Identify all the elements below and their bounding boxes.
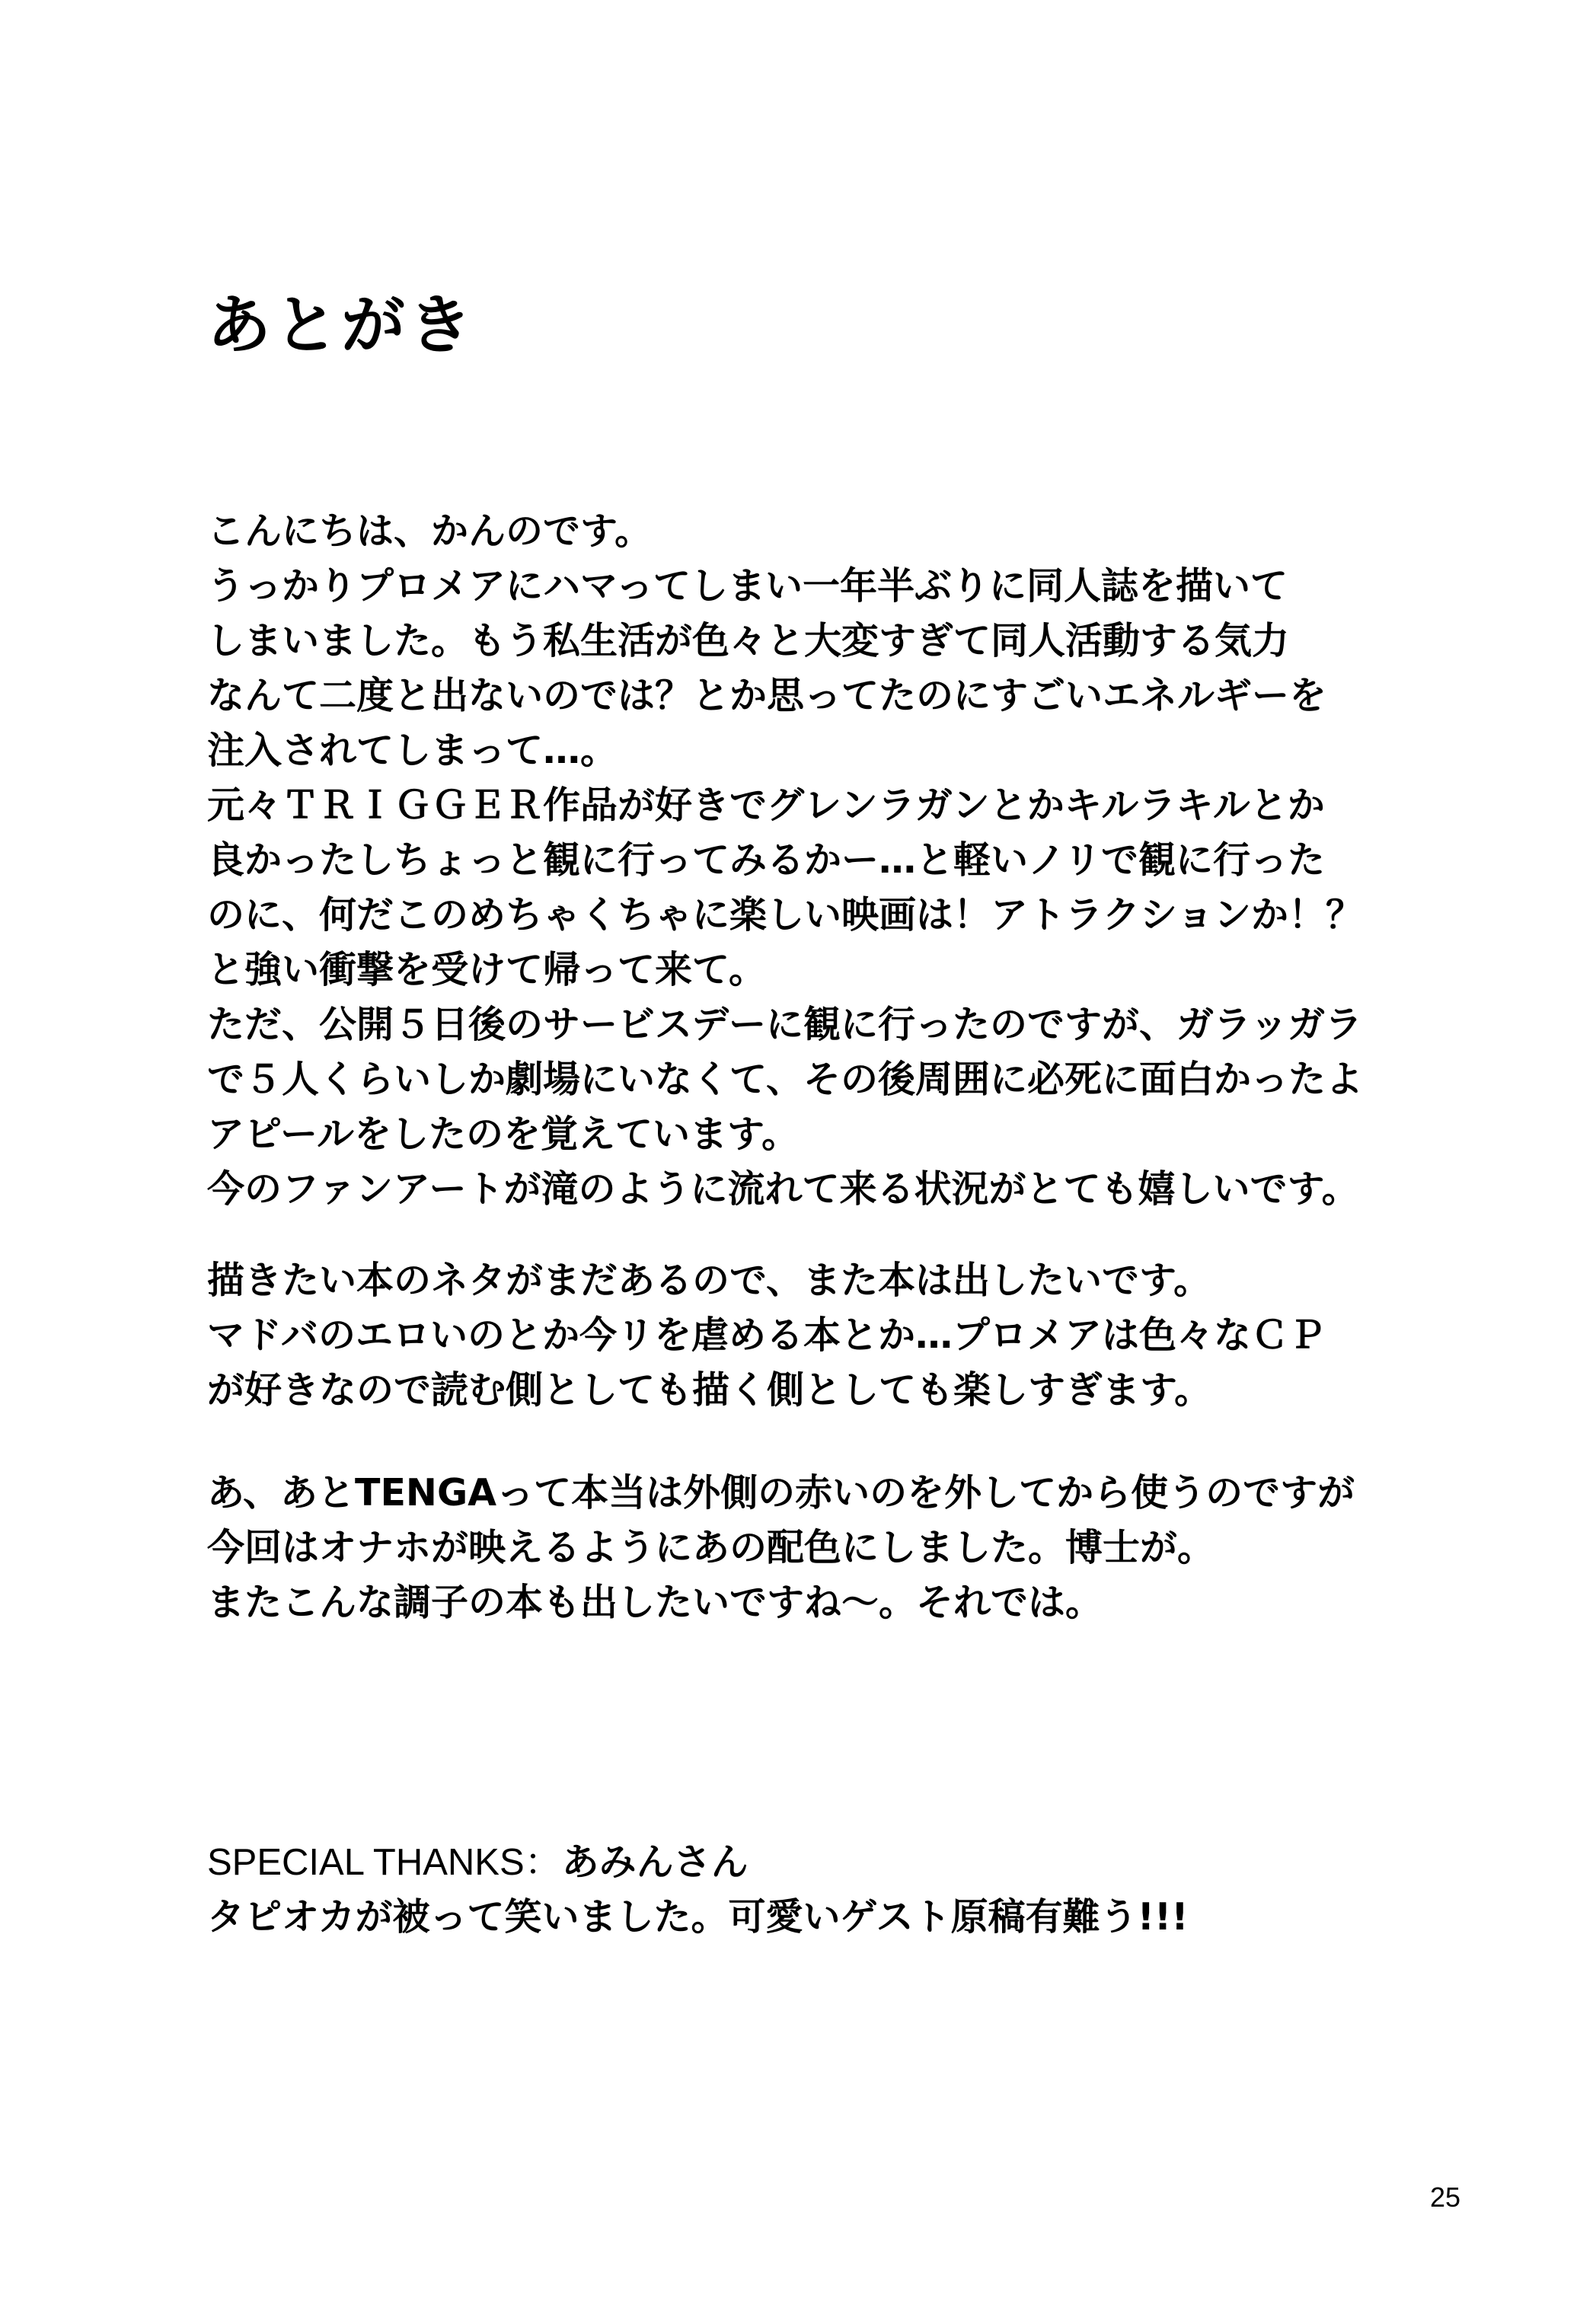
special-thanks-label: SPECIAL THANKS： — [207, 1842, 562, 1883]
text-line: こんにちは、かんのです。 — [207, 509, 653, 553]
page-title: あとがき — [207, 288, 476, 362]
special-thanks — [207, 1835, 1189, 1945]
text-line: で５人くらいしか劇場にいなくて、その後周囲に必死に面白かったよ — [207, 1058, 1364, 1101]
text-line: が好きなので読む側としても描く側としても楽しすぎます。 — [207, 1368, 1212, 1412]
text-line: しまいました。もう私生活が色々と大変すぎて同人活動する気力 — [207, 619, 1290, 662]
text-line: 元々ＴＲＩＧＧＥＲ作品が好きでグレンラガンとかキルラキルとか — [207, 784, 1325, 827]
text-line: と強い衝撃を受けて帰って来て。 — [207, 948, 767, 991]
text-line: アピールをしたのを覚えています。 — [207, 1112, 800, 1156]
text-line: のに、何だこのめちゃくちゃに楽しい映画は！アトラクションか！？ — [207, 893, 1364, 937]
text-line: なんて二度と出ないのでは？とか思ってたのにすごいエネルギーを — [207, 674, 1327, 717]
afterword-paragraph-3 — [207, 1466, 1355, 1630]
special-thanks-message: タピオカが被って笑いました。可愛いゲスト原稿有難う!!! — [207, 1895, 1189, 1939]
text-line: うっかりプロメアにハマってしまい一年半ぶりに同人誌を描いて — [207, 564, 1288, 608]
text-line: 今のファンアートが滝のように流れて来る状況がとても嬉しいです。 — [207, 1167, 1359, 1211]
text-line: ただ、公開５日後のサービスデーに観に行ったのですが、ガラッガラ — [207, 1003, 1363, 1046]
page-number: 25 — [1430, 2182, 1461, 2213]
special-thanks-line — [207, 1835, 1189, 1890]
special-thanks-name: あみんさん — [561, 1840, 749, 1884]
afterword-paragraph-1 — [207, 504, 1363, 1217]
text-line: 良かったしちょっと観に行ってみるかー…と軽いノリで観に行った — [207, 838, 1326, 882]
text-line: 今回はオナホが映えるようにあの配色にしました。博士が。 — [207, 1526, 1215, 1569]
text-line: マドバのエロいのとか今リを虐める本とか…プロメアは色々なＣＰ — [207, 1313, 1326, 1357]
text-line: あ、あとTENGAって本当は外側の赤いのを外してから使うのですが — [207, 1471, 1355, 1514]
afterword-paragraph-2 — [207, 1253, 1326, 1418]
text-line: 描きたい本のネタがまだあるので、また本は出したいです。 — [207, 1259, 1211, 1302]
text-line: またこんな調子の本も出したいですね〜。それでは。 — [207, 1581, 1103, 1624]
text-line: 注入されてしまって…。 — [207, 729, 618, 772]
